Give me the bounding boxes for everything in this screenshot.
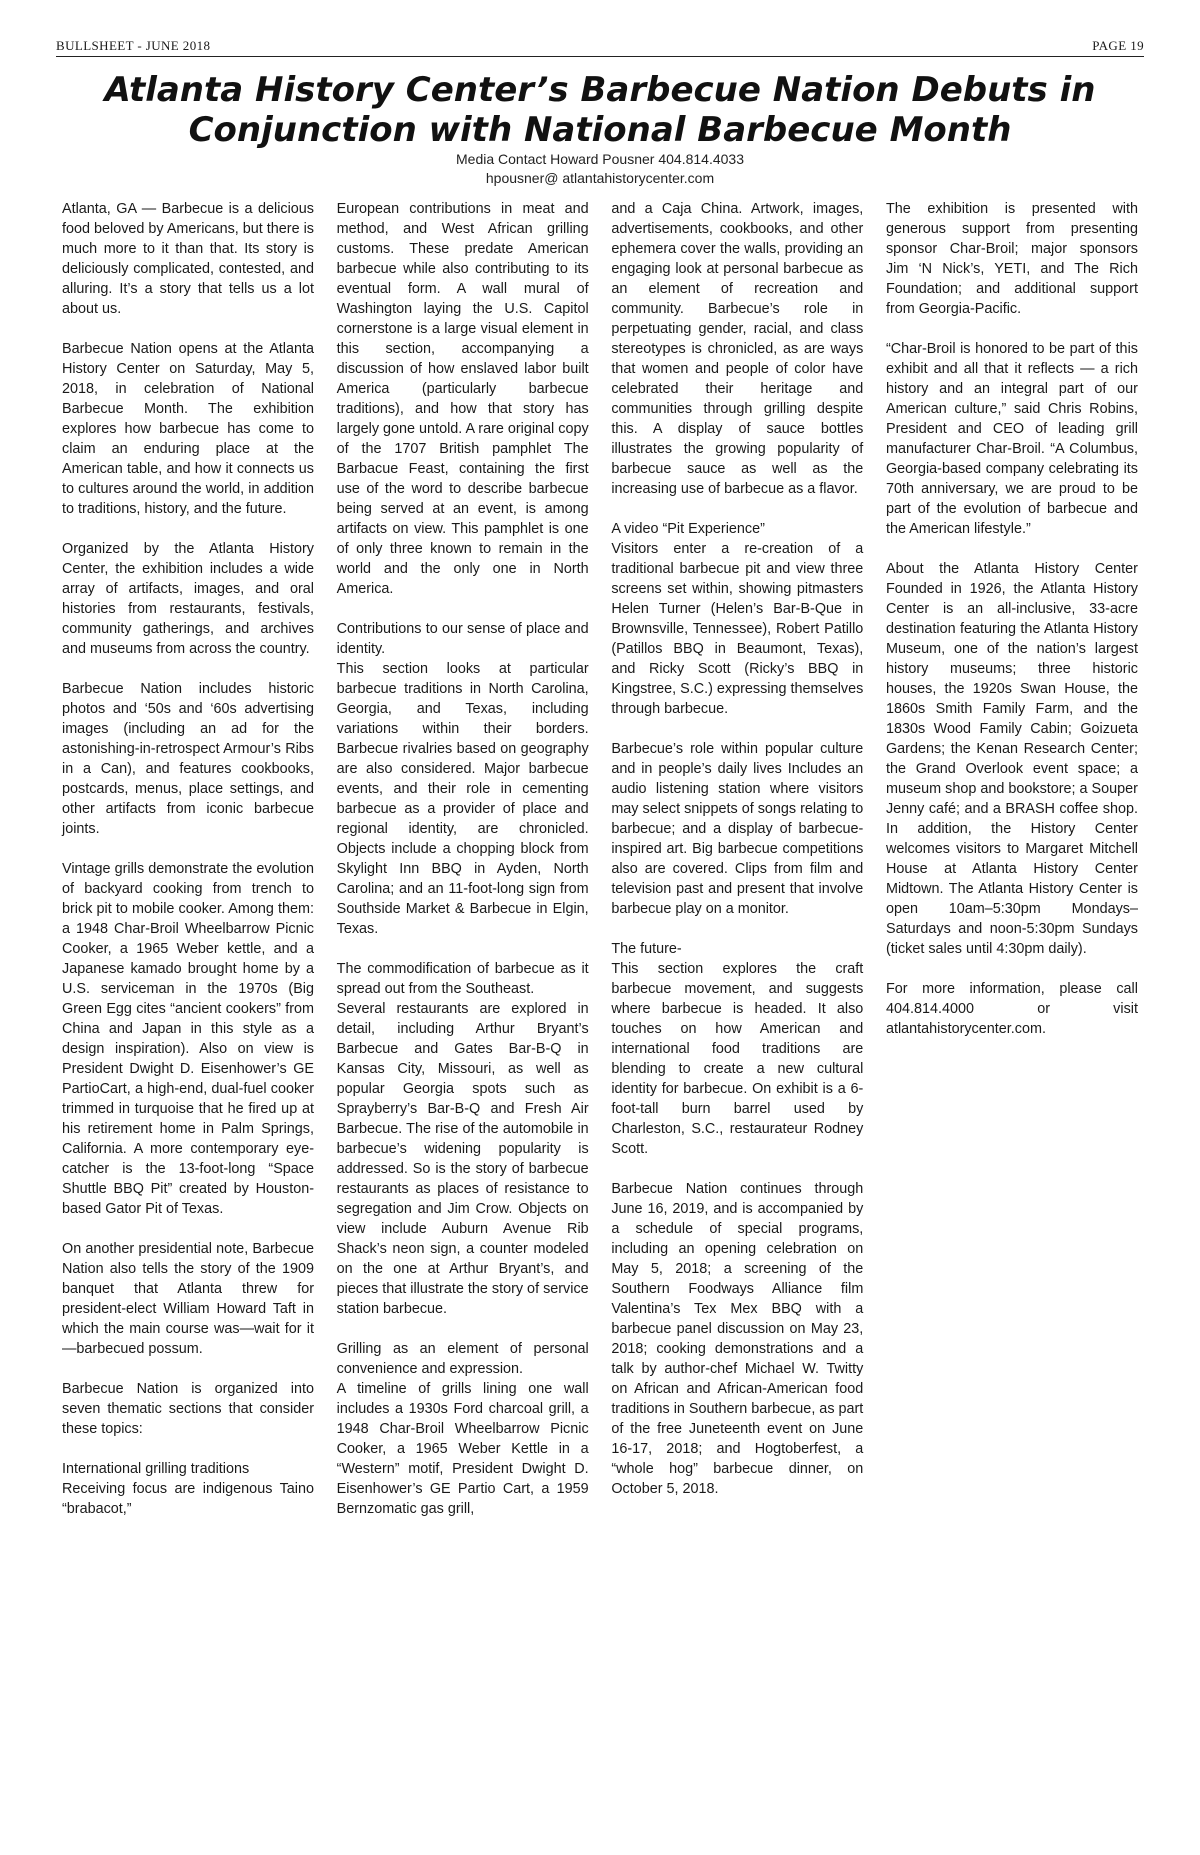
article-paragraph: The commodification of barbecue as it spread out from the Southeast. Several restaurants are explored in detail, including Arthur Bryant’s Barbecue and Gates Bar-B-Q in Kansas City, Missouri, as well as popular Georgia spots such as Sprayberry’s Bar-B-Q and Fresh Air Barbecue. The rise of the automobile in barbecue’s widening popularity is addressed. So is the story of barbecue restaurants as places of resistance to segregation and Jim Crow. Objects on view include Auburn Avenue Rib Shack’s neon sign, a counter modeled on the one at Arthur Bryant’s, and pieces that illustrate the story of service station barbecue. bbox=[336, 961, 589, 1317]
contact-name-phone: Media Contact Howard Pousner 404.814.4033 bbox=[456, 151, 744, 167]
article-paragraph: and a Caja China. Artwork, images, advertisements, cookbooks, and other ephemera cover the walls, providing an engaging look at personal barbecue as an element of recreation and community. Barbecue’s role in perpetuating gender, racial, and class stereotypes is chronicled, as are ways that women and people of color have celebrated their heritage and communities through grilling despite this. A display of sauce bottles illustrates the growing popularity of barbecue sauce as well as the increasing use of barbecue as a flavor. bbox=[611, 201, 864, 497]
article-column-4 bbox=[886, 199, 1138, 1829]
article-paragraph: Vintage grills demonstrate the evolution of backyard cooking from trench to brick pit to mobile cooker. Among them: a 1948 Char-Broil Wheelbarrow Picnic Cooker, a 1965 Weber kettle, and a Japanese kamado brought home by a U.S. serviceman in the 1970s (Big Green Egg cites “ancient cookers” from China and Japan in this style as a design inspiration). Also on view is President Dwight D. Eisenhower’s GE PartioCart, a high-end, dual-fuel cooker trimmed in turquoise that he fired up at his retirement home in Palm Springs, California. A more contemporary eye-catcher is the 13-foot-long “Space Shuttle BBQ Pit” created by Houston-based Gator Pit of Texas. bbox=[62, 861, 314, 1217]
article-paragraph: European contributions in meat and method, and West African grilling customs. These predate American barbecue while also contributing to its eventual form. A wall mural of Washington laying the U.S. Capitol cornerstone is a large visual element in this section, accompanying a discussion of how enslaved labor built America (particularly barbecue traditions), and how that story has largely gone untold. A rare original copy of the 1707 British pamphlet The Barbacue Feast, containing the first use of the word to describe barbecue being served at an event, is among artifacts on view. This pamphlet is one of only three known to remain in the world and the only one in North America. bbox=[336, 201, 589, 597]
contact-email: hpousner@ atlantahistorycenter.com bbox=[485, 170, 715, 186]
article-paragraph: The exhibition is presented with generous support from presenting sponsor Char-Broil; major sponsors Jim ‘N Nick’s, YETI, and The Rich Foundation; and additional support from Georgia-Pacific. bbox=[885, 201, 1138, 317]
article-paragraph: For more information, please call 404.814.4000 or visit atlantahistorycenter.com. bbox=[885, 981, 1138, 1037]
media-contact bbox=[40, 150, 1160, 188]
article-paragraph: The future- This section explores the craft barbecue movement, and suggests where barbecue is headed. It also touches on how American and international food traditions are blending to create a new cultural identity for barbecue. On exhibit is a 6-foot-tall burn barrel used by Charleston, S.C., restaurateur Rodney Scott. bbox=[611, 941, 864, 1157]
article-paragraph: Contributions to our sense of place and identity. This section looks at particular barbecue traditions in North Carolina, Georgia, and Texas, including variations within their borders. Barbecue rivalries based on geography are also considered. Major barbecue events, and their role in cementing barbecue as a provider of place and regional identity, are chronicled. Objects include a chopping block from Skylight Inn BBQ in Ayden, North Carolina; and an 11-foot-long sign from Southside Market & Barbecue in Elgin, Texas. bbox=[336, 621, 589, 937]
article-paragraph: A video “Pit Experience” Visitors enter a re-creation of a traditional barbecue pit and view three screens set within, showing pitmasters Helen Turner (Helen’s Bar-B-Que in Brownsville, Tennessee), Robert Patillo (Patillos BBQ in Beaumont, Texas), and Ricky Scott (Ricky’s BBQ in Kingstree, S.C.) expressing themselves through barbecue. bbox=[611, 521, 864, 717]
publication-issue: BULLSHEET - JUNE 2018 bbox=[56, 38, 211, 53]
article-paragraph: Barbecue Nation includes historic photos and ‘50s and ‘60s advertising images (including an ad for the astonishing-in-retrospect Armour’s Ribs in a Can), and features cookbooks, postcards, menus, place settings, and other artifacts from iconic barbecue joints. bbox=[62, 681, 314, 837]
article-paragraph: Barbecue Nation continues through June 16, 2019, and is accompanied by a schedule of special programs, including an opening celebration on May 5, 2018; a screening of the Southern Foodways Alliance film Valentina’s Tex Mex BBQ with a barbecue panel discussion on May 23, 2018; cooking demonstrations and a talk by author-chef Michael W. Twitty on African and African-American food traditions in Southern barbecue, as part of the free Juneteenth event on June 16-17, 2018; and Hogtoberfest, a “whole hog” barbecue dinner, on October 5, 2018. bbox=[611, 1181, 864, 1497]
article-paragraph: Organized by the Atlanta History Center, the exhibition includes a wide array of artifacts, images, and oral histories from restaurants, festivals, community gatherings, and archives and museums from across the country. bbox=[62, 541, 314, 657]
article-body bbox=[62, 199, 1138, 1829]
article-paragraph: Grilling as an element of personal convenience and expression. A timeline of grills lining one wall includes a 1930s Ford charcoal grill, a 1948 Char-Broil Wheelbarrow Picnic Cooker, a 1965 Weber Kettle in a “Western” motif, President Dwight D. Eisenhower’s GE Partio Cart, a 1959 Bernzomatic gas grill, bbox=[336, 1341, 589, 1517]
article-paragraph: International grilling traditions Receiving focus are indigenous Taino “brabacot,” bbox=[62, 1461, 314, 1517]
page-number: PAGE 19 bbox=[1092, 38, 1144, 53]
running-header bbox=[56, 36, 1144, 57]
article-paragraph: On another presidential note, Barbecue Nation also tells the story of the 1909 banquet that Atlanta threw for president-elect William Howard Taft in which the main course was—wait for it—barbecued possum. bbox=[62, 1241, 314, 1357]
article-column-1 bbox=[62, 199, 314, 1829]
article-paragraph: Barbecue Nation is organized into seven thematic sections that consider these topics: bbox=[62, 1381, 314, 1437]
article-title: Atlanta History Center’s Barbecue Nation Debuts in Conjunction with National Barbecue Month bbox=[104, 70, 1096, 150]
article-paragraph: Barbecue’s role within popular culture and in people’s daily lives Includes an audio listening station where visitors may select snippets of songs relating to barbecue; and a display of barbecue-inspired art. Big barbecue competitions also are covered. Clips from film and television past and present that involve barbecue play on a monitor. bbox=[611, 741, 864, 917]
article-column-3 bbox=[611, 199, 863, 1829]
article-column-2 bbox=[337, 199, 589, 1829]
article-paragraph: “Char-Broil is honored to be part of this exhibit and all that it reflects — a rich history and an integral part of our American culture,” said Chris Robins, President and CEO of leading grill manufacturer Char-Broil. “A Columbus, Georgia-based company celebrating its 70th anniversary, we are proud to be part of the evolution of barbecue and the American lifestyle.” bbox=[885, 341, 1138, 537]
article-paragraph: About the Atlanta History Center Founded in 1926, the Atlanta History Center is an all-inclusive, 33-acre destination featuring the Atlanta History Museum, one of the nation’s largest history museums; three historic houses, the 1920s Swan House, the 1860s Smith Family Farm, and the 1830s Wood Family Cabin; Goizueta Gardens; the Kenan Research Center; the Grand Overlook event space; a museum shop and bookstore; a Souper Jenny café; and a BRASH coffee shop. In addition, the History Center welcomes visitors to Margaret Mitchell House at Atlanta History Center Midtown. The Atlanta History Center is open 10am–5:30pm Mondays–Saturdays and noon-5:30pm Sundays (ticket sales until 4:30pm daily). bbox=[885, 561, 1138, 957]
article-paragraph: Barbecue Nation opens at the Atlanta History Center on Saturday, May 5, 2018, in celebration of National Barbecue Month. The exhibition explores how barbecue has come to claim an enduring place at the American table, and how it connects us to cultures around the world, in addition to traditions, history, and the future. bbox=[62, 341, 314, 517]
article-paragraph: Atlanta, GA — Barbecue is a delicious food beloved by Americans, but there is much more to it than that. Its story is deliciously complicated, contested, and alluring. It’s a story that tells us a lot about us. bbox=[62, 201, 314, 317]
